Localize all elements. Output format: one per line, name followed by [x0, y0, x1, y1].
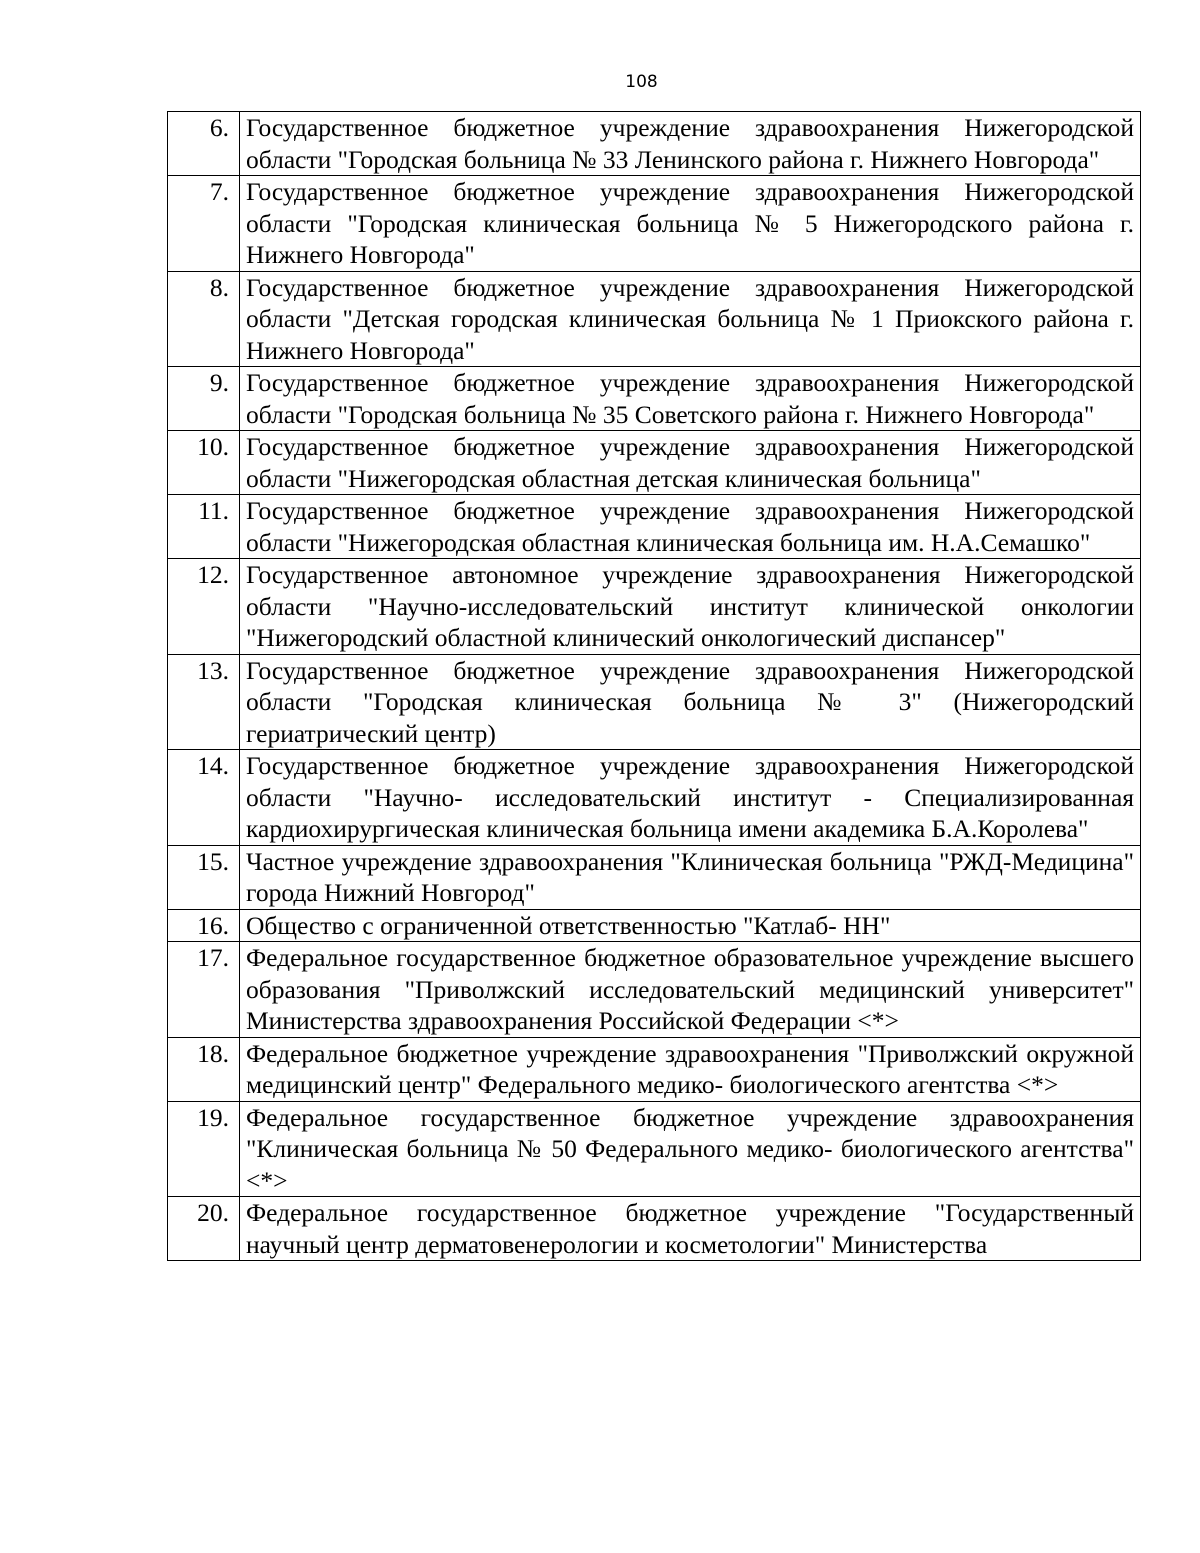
row-number: 13. [168, 654, 240, 750]
table-row [168, 654, 1141, 750]
table-row [168, 845, 1141, 909]
organization-name: Государственное бюджетное учреждение здравоохранения Нижегородской области "Детская городская клиническая больница № 1 Приокского района г. Нижнего Новгорода" [240, 271, 1141, 367]
row-number: 11. [168, 495, 240, 559]
table-row [168, 271, 1141, 367]
row-number: 10. [168, 431, 240, 495]
organization-name: Государственное бюджетное учреждение здравоохранения Нижегородской области "Научно- исследовательский институт - Специализированная кардиохирургическая клиническая больница имени академика Б.А.Королева" [240, 750, 1141, 846]
row-number: 17. [168, 942, 240, 1038]
table-row [168, 942, 1141, 1038]
table-row [168, 750, 1141, 846]
table-row [168, 367, 1141, 431]
organization-name: Федеральное государственное бюджетное учреждение "Государственный научный центр дерматовенерологии и косметологии" Министерства [240, 1197, 1141, 1261]
organization-name: Общество с ограниченной ответственностью "Катлаб- НН" [240, 909, 1141, 942]
table-row [168, 1197, 1141, 1261]
organization-name: Частное учреждение здравоохранения "Клиническая больница "РЖД-Медицина" города Нижний Новгород" [240, 845, 1141, 909]
organization-name: Федеральное государственное бюджетное образовательное учреждение высшего образования "Приволжский исследовательский медицинский университет" Министерства здравоохранения Российской Федерации <*> [240, 942, 1141, 1038]
table-row [168, 495, 1141, 559]
table-row [168, 431, 1141, 495]
row-number: 19. [168, 1101, 240, 1197]
row-number: 14. [168, 750, 240, 846]
table-row [168, 1037, 1141, 1101]
row-number: 20. [168, 1197, 240, 1261]
row-number: 18. [168, 1037, 240, 1101]
organization-name: Государственное бюджетное учреждение здравоохранения Нижегородской области "Городская больница № 35 Советского района г. Нижнего Новгорода" [240, 367, 1141, 431]
table-row [168, 909, 1141, 942]
organization-name: Федеральное бюджетное учреждение здравоохранения "Приволжский окружной медицинский центр" Федерального медико- биологического агентства <*> [240, 1037, 1141, 1101]
table-row [168, 176, 1141, 272]
table-row [168, 112, 1141, 176]
row-number: 16. [168, 909, 240, 942]
row-number: 7. [168, 176, 240, 272]
organization-name: Государственное бюджетное учреждение здравоохранения Нижегородской области "Городская больница № 33 Ленинского района г. Нижнего Новгорода" [240, 112, 1141, 176]
row-number: 8. [168, 271, 240, 367]
row-number: 9. [168, 367, 240, 431]
table-row [168, 1101, 1141, 1197]
row-number: 15. [168, 845, 240, 909]
organization-name: Государственное автономное учреждение здравоохранения Нижегородской области "Научно-исследовательский институт клинической онкологии "Нижегородский областной клинический онкологический диспансер" [240, 559, 1141, 655]
organization-name: Государственное бюджетное учреждение здравоохранения Нижегородской области "Нижегородская областная клиническая больница им. Н.А.Семашко" [240, 495, 1141, 559]
row-number: 12. [168, 559, 240, 655]
table-row [168, 559, 1141, 655]
organizations-table [167, 111, 1141, 1261]
page-number: 108 [625, 72, 658, 92]
organization-name: Государственное бюджетное учреждение здравоохранения Нижегородской области "Нижегородская областная детская клиническая больница" [240, 431, 1141, 495]
organization-name: Федеральное государственное бюджетное учреждение здравоохранения "Клиническая больница № 50 Федерального медико- биологического агентства" <*> [240, 1101, 1141, 1197]
row-number: 6. [168, 112, 240, 176]
organization-name: Государственное бюджетное учреждение здравоохранения Нижегородской области "Городская клиническая больница № 5 Нижегородского района г. Нижнего Новгорода" [240, 176, 1141, 272]
organization-name: Государственное бюджетное учреждение здравоохранения Нижегородской области "Городская клиническая больница № 3" (Нижегородский гериатрический центр) [240, 654, 1141, 750]
